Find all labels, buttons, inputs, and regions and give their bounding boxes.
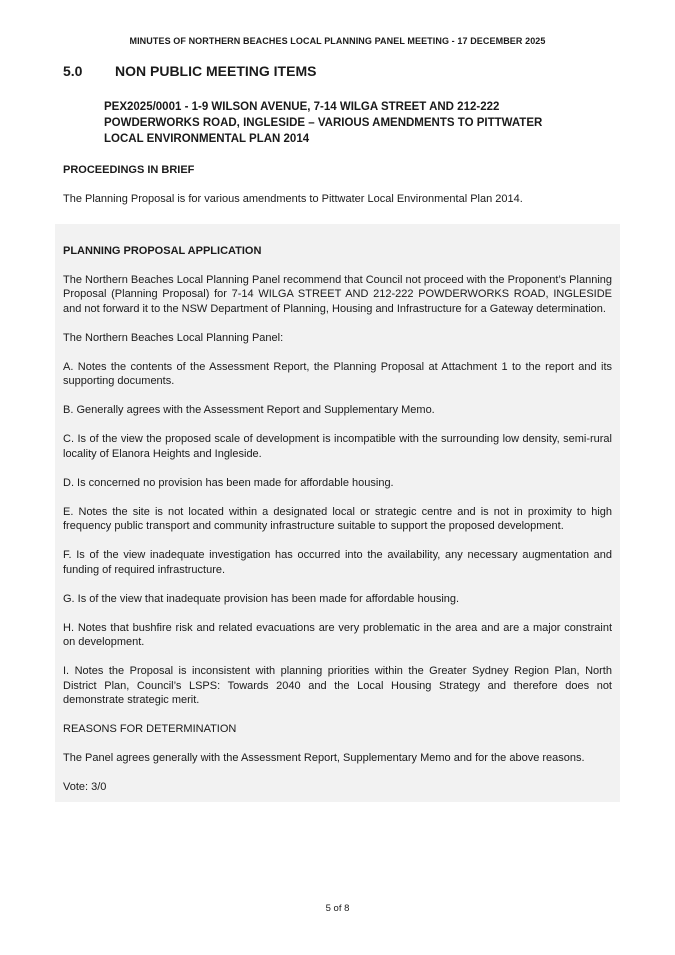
panel-lead: The Northern Beaches Local Planning Panel: (63, 331, 284, 344)
determination-point: G. Is of the view that inadequate provision has been made for affordable housing. (63, 592, 460, 605)
determination-point: D. Is concerned no provision has been made for affordable housing. (63, 476, 394, 489)
determination-point: H. Notes that bushfire risk and related evacuations are very problematic in the area and are a major constraint on development. (63, 621, 612, 648)
section-heading (63, 63, 612, 79)
determination-points (63, 360, 612, 708)
application-heading: PLANNING PROPOSAL APPLICATION (63, 244, 262, 257)
page-header: MINUTES OF NORTHERN BEACHES LOCAL PLANNING PANEL MEETING - 17 DECEMBER 2025 (129, 36, 546, 46)
reasons-text: The Panel agrees generally with the Assessment Report, Supplementary Memo and for the above reasons. (63, 752, 585, 764)
page-content (63, 0, 612, 802)
determination-point: E. Notes the site is not located within a designated local or strategic centre and is not in proximity to high frequency public transport and community infrastructure suitable to support the proposed development. (63, 505, 612, 532)
section-title: NON PUBLIC MEETING ITEMS (115, 63, 317, 79)
determination-point: A. Notes the contents of the Assessment Report, the Planning Proposal at Attachment 1 to the report and its supporting documents. (63, 360, 612, 387)
determination-intro: The Northern Beaches Local Planning Panel recommend that Council not proceed with the Proponent’s Planning Proposal (Planning Proposal) for 7-14 WILGA STREET AND 212-222 POWDERWORKS ROAD, INGLESIDE and not forward it to the NSW Department of Planning, Housing and Infrastructure for a Gateway determination. (63, 273, 612, 315)
agenda-item-heading: PEX2025/0001 - 1-9 WILSON AVENUE, 7-14 WILGA STREET AND 212-222 POWDERWORKS ROAD, INGLESIDE – VARIOUS AMENDMENTS TO PITTWATER LOCAL ENVIRONMENTAL PLAN 2014 (104, 101, 543, 145)
determination-point: B. Generally agrees with the Assessment Report and Supplementary Memo. (63, 404, 435, 416)
vote-result: Vote: 3/0 (63, 781, 107, 793)
proceedings-heading: PROCEEDINGS IN BRIEF (63, 164, 195, 176)
reasons-heading: REASONS FOR DETERMINATION (63, 723, 237, 735)
determination-box (55, 224, 620, 802)
section-number: 5.0 (63, 63, 83, 79)
determination-point: I. Notes the Proposal is inconsistent with planning priorities within the Greater Sydney Region Plan, North District Plan, Council’s LSPS: Towards 2040 and the Local Housing Strategy and therefore does not demonstrate strategic merit. (63, 665, 612, 706)
determination-point: F. Is of the view inadequate investigation has occurred into the availability, any necessary augmentation and funding of required infrastructure. (63, 549, 612, 576)
determination-point: C. Is of the view the proposed scale of development is incompatible with the surrounding low density, semi-rural locality of Elanora Heights and Ingleside. (63, 433, 612, 460)
page-footer: 5 of 8 (325, 903, 350, 914)
proceedings-text: The Planning Proposal is for various amendments to Pittwater Local Environmental Plan 2014. (63, 193, 523, 205)
